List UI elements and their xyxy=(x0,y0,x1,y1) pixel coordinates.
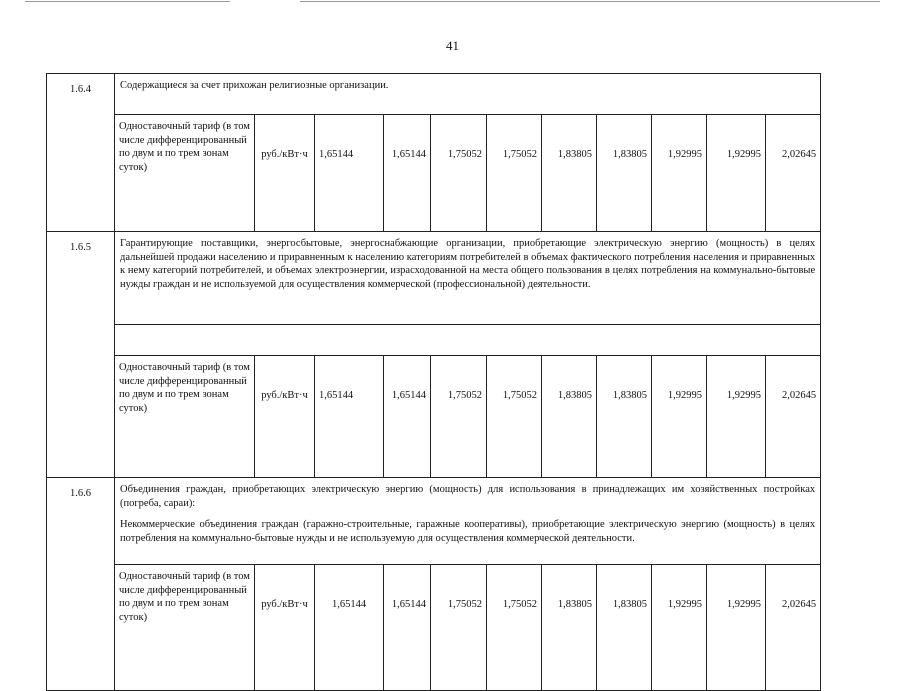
rate-label: Одноставочный тариф (в том числе дифференцированный по двум и по трем зонам суток) xyxy=(115,356,255,478)
section-paragraph: Объединения граждан, приобретающих электрическую энергию (мощность) для использования в принадлежащих им хозяйственных постройках (погреба, сараи): xyxy=(120,484,816,509)
rate-value: 1,75052 xyxy=(487,565,542,691)
rate-value: 1,83805 xyxy=(597,115,652,232)
rate-row xyxy=(47,565,821,691)
rate-value: 1,65144 xyxy=(315,115,384,232)
tariff-table xyxy=(46,73,821,691)
rate-value: 2,02645 xyxy=(766,565,821,691)
rate-value: 1,83805 xyxy=(542,565,597,691)
rate-value: 1,83805 xyxy=(542,115,597,232)
rate-value: 1,65144 xyxy=(315,565,384,691)
section-paragraph: Некоммерческие объединения граждан (гаражно-строительные, гаражные кооперативы), приобретающие электрическую энергию (мощность) в целях потребления на коммунально-бытовые нужды и не используемую для осуществления коммерческой деятельности. xyxy=(120,519,816,544)
rate-row xyxy=(47,356,821,478)
rate-value: 1,75052 xyxy=(487,115,542,232)
section-code: 1.6.4 xyxy=(47,74,115,232)
rate-value: 1,92995 xyxy=(652,565,707,691)
section-description xyxy=(115,232,821,325)
section-paragraph: Гарантирующие поставщики, энергосбытовые, энергоснабжающие организации, приобретающие электрическую энергию (мощность) в целях дальнейшей продажи населению и приравненным к населению категориям потребителей в объемах фактического потребления населения и приравненных к нему категорий потребителей, и объемах электроэнергии, израсходованной на места общего пользования в целях потребления на коммунально-бытовые нужды граждан и не используемой для осуществления коммерческой (профессиональной) деятельности. xyxy=(120,238,816,290)
rate-value: 1,65144 xyxy=(384,565,431,691)
rate-row xyxy=(47,115,821,232)
rate-unit: руб./кВт·ч xyxy=(255,356,315,478)
section-row xyxy=(47,74,821,115)
rate-value: 1,65144 xyxy=(384,356,431,478)
rate-label: Одноставочный тариф (в том числе дифференцированный по двум и по трем зонам суток) xyxy=(115,565,255,691)
rate-value: 1,92995 xyxy=(707,115,766,232)
rate-value: 1,83805 xyxy=(597,356,652,478)
section-paragraph: Содержащиеся за счет прихожан религиозные организации. xyxy=(120,80,389,91)
rate-unit: руб./кВт·ч xyxy=(255,115,315,232)
rate-value: 1,92995 xyxy=(652,356,707,478)
rate-value: 1,75052 xyxy=(431,356,487,478)
rate-value: 1,75052 xyxy=(431,115,487,232)
top-scan-line-left xyxy=(25,1,230,2)
section-code: 1.6.5 xyxy=(47,232,115,478)
rate-value: 1,83805 xyxy=(597,565,652,691)
rate-label: Одноставочный тариф (в том числе дифференцированный по двум и по трем зонам суток) xyxy=(115,115,255,232)
rate-value: 1,65144 xyxy=(384,115,431,232)
rate-value: 1,92995 xyxy=(707,356,766,478)
rate-unit: руб./кВт·ч xyxy=(255,565,315,691)
empty-row xyxy=(47,325,821,356)
top-scan-line-right xyxy=(300,1,880,2)
rate-value: 1,65144 xyxy=(315,356,384,478)
rate-value: 1,75052 xyxy=(487,356,542,478)
rate-value: 2,02645 xyxy=(766,356,821,478)
page-number: 41 xyxy=(446,38,459,53)
section-row xyxy=(47,478,821,565)
rate-value: 1,92995 xyxy=(652,115,707,232)
section-description xyxy=(115,74,821,115)
section-description xyxy=(115,478,821,565)
rate-value: 2,02645 xyxy=(766,115,821,232)
section-row xyxy=(47,232,821,325)
rate-value: 1,75052 xyxy=(431,565,487,691)
rate-value: 1,92995 xyxy=(707,565,766,691)
rate-value: 1,83805 xyxy=(542,356,597,478)
empty-cell xyxy=(115,325,821,356)
section-code: 1.6.6 xyxy=(47,478,115,691)
